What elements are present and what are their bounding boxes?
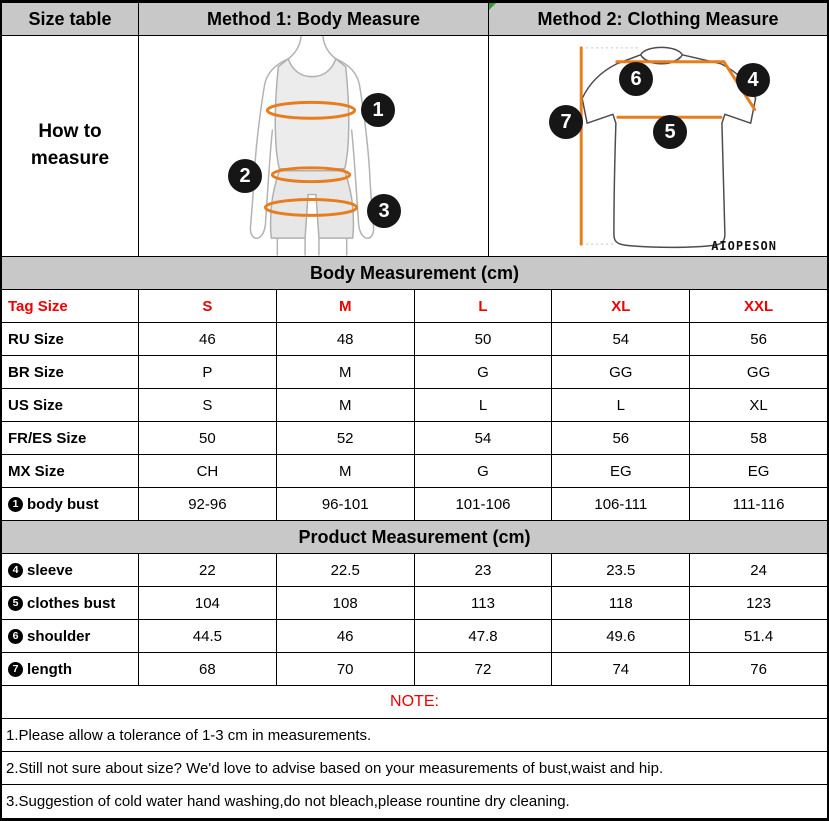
cell: S: [139, 389, 277, 421]
table-row-mx-size: [2, 455, 827, 488]
cell: 101-106: [415, 488, 553, 520]
row-label: [2, 653, 139, 685]
cell: L: [415, 389, 553, 421]
shoulder-marker-badge: 6: [619, 62, 653, 96]
tag-size-l: L: [415, 290, 553, 322]
row-label: [2, 488, 139, 520]
cell: EG: [552, 455, 690, 487]
bust-marker-badge: 1: [361, 93, 395, 127]
cell: 46: [139, 323, 277, 355]
row-label-text: body bust: [27, 495, 99, 513]
circled-4-icon: 4: [8, 563, 23, 578]
cell: 118: [552, 587, 690, 619]
table-row-body-bust: [2, 488, 827, 521]
cell: 106-111: [552, 488, 690, 520]
cell: 23.5: [552, 554, 690, 586]
table-row-length: [2, 653, 827, 686]
tshirt-drawing: [489, 36, 827, 256]
cell: 22: [139, 554, 277, 586]
note-title: NOTE:: [390, 693, 439, 710]
cell: 23: [415, 554, 553, 586]
table-row-shoulder: [2, 620, 827, 653]
cell: 72: [415, 653, 553, 685]
row-label-text: BR Size: [8, 363, 64, 381]
row-label: [2, 587, 139, 619]
cell: M: [277, 455, 415, 487]
cell: 49.6: [552, 620, 690, 652]
clothing-measure-illustration: [489, 36, 827, 256]
cell: 54: [552, 323, 690, 355]
table-row-ru-size: [2, 323, 827, 356]
note-row-2: [2, 752, 827, 785]
body-figure-drawing: [139, 36, 488, 256]
note-title-row: [2, 686, 827, 719]
cell: M: [277, 389, 415, 421]
size-table-header: Size table: [2, 3, 139, 35]
cell: 54: [415, 422, 553, 454]
length-marker-badge: 7: [549, 105, 583, 139]
tag-size-row: [2, 290, 827, 323]
cell: M: [277, 356, 415, 388]
cell: 56: [750, 330, 767, 348]
cell: CH: [139, 455, 277, 487]
row-label: [2, 323, 139, 355]
method2-header-label: Method 2: Clothing Measure: [537, 8, 779, 29]
cell: 113: [415, 587, 553, 619]
top-header-row: [2, 3, 827, 36]
circled-5-icon: 5: [8, 596, 23, 611]
row-label-text: sleeve: [27, 561, 73, 579]
table-row-us-size: [2, 389, 827, 422]
cell: 68: [139, 653, 277, 685]
cell: P: [139, 356, 277, 388]
cell: EG: [747, 462, 770, 480]
table-row-fres-size: [2, 422, 827, 455]
table-row-br-size: [2, 356, 827, 389]
row-label: [2, 389, 139, 421]
cell: 58: [750, 429, 767, 447]
product-measurement-title: Product Measurement (cm): [298, 526, 531, 547]
cell: 52: [277, 422, 415, 454]
row-label: [2, 554, 139, 586]
cell: 111-116: [732, 495, 785, 513]
row-label: [2, 356, 139, 388]
body-measure-illustration: [139, 36, 489, 256]
cell: 44.5: [139, 620, 277, 652]
note-row-3: [2, 785, 827, 818]
note-text: 3.Suggestion of cold water hand washing,do not bleach,please rountine dry cleaning.: [6, 793, 570, 810]
cell: 76: [750, 660, 767, 678]
cell: 123: [746, 594, 772, 612]
cell: 92-96: [139, 488, 277, 520]
how-to-measure-label: [2, 119, 138, 172]
table-row-clothes-bust: [2, 587, 827, 620]
row-label-text: shoulder: [27, 627, 91, 645]
body-measurement-header-row: [2, 257, 827, 290]
cell: 51.4: [743, 627, 774, 645]
brand-label: AIOPESON: [711, 239, 777, 253]
tag-size-s: S: [139, 290, 277, 322]
circled-7-icon: 7: [8, 662, 23, 677]
cell: G: [415, 356, 553, 388]
cell: GG: [552, 356, 690, 388]
cell: 70: [277, 653, 415, 685]
cell: 74: [552, 653, 690, 685]
note-text: 2.Still not sure about size? We'd love to advise based on your measurements of bust,waist and hip.: [6, 759, 664, 777]
waist-marker-badge: 2: [228, 159, 262, 193]
cell: 104: [139, 587, 277, 619]
circled-1-icon: 1: [8, 497, 23, 512]
circled-6-icon: 6: [8, 629, 23, 644]
cell: 108: [277, 587, 415, 619]
body-measurement-title: Body Measurement (cm): [309, 262, 520, 283]
row-label-text: US Size: [8, 396, 64, 414]
cell: 46: [277, 620, 415, 652]
note-text: 1.Please allow a tolerance of 1-3 cm in measurements.: [6, 726, 372, 744]
row-label: [2, 422, 139, 454]
tag-size-xxl: XXL: [743, 297, 774, 315]
cell: 48: [277, 323, 415, 355]
row-label: Tag Size: [2, 290, 139, 322]
cell: GG: [746, 363, 771, 381]
cell: 96-101: [277, 488, 415, 520]
row-label-text: FR/ES Size: [8, 429, 87, 447]
row-label: [2, 620, 139, 652]
cell: 56: [552, 422, 690, 454]
tag-size-xl: XL: [552, 290, 690, 322]
cell: L: [552, 389, 690, 421]
table-row-sleeve: [2, 554, 827, 587]
illustration-row: [2, 36, 827, 257]
sleeve-marker-badge: 4: [736, 63, 770, 97]
how-to-line1: How to: [38, 121, 102, 143]
clothes-bust-marker-badge: 5: [653, 115, 687, 149]
row-label: [2, 455, 139, 487]
row-label-text: RU Size: [8, 330, 64, 348]
row-label-text: clothes bust: [27, 594, 116, 612]
row-label-text: MX Size: [8, 462, 65, 480]
corner-flag-icon: [489, 3, 496, 10]
hip-marker-badge: 3: [367, 194, 401, 228]
cell: 50: [139, 422, 277, 454]
tag-size-m: M: [277, 290, 415, 322]
cell: 24: [750, 561, 767, 579]
cell: G: [415, 455, 553, 487]
cell: 22.5: [277, 554, 415, 586]
cell: 50: [415, 323, 553, 355]
how-to-line2: measure: [30, 148, 110, 169]
method1-header: Method 1: Body Measure: [139, 3, 489, 35]
method2-header: [489, 3, 827, 35]
product-measurement-header-row: [2, 521, 827, 554]
how-to-measure-cell: [2, 36, 139, 256]
cell: 47.8: [415, 620, 553, 652]
cell: XL: [749, 396, 768, 414]
row-label-text: length: [27, 660, 72, 678]
note-row-1: [2, 719, 827, 752]
